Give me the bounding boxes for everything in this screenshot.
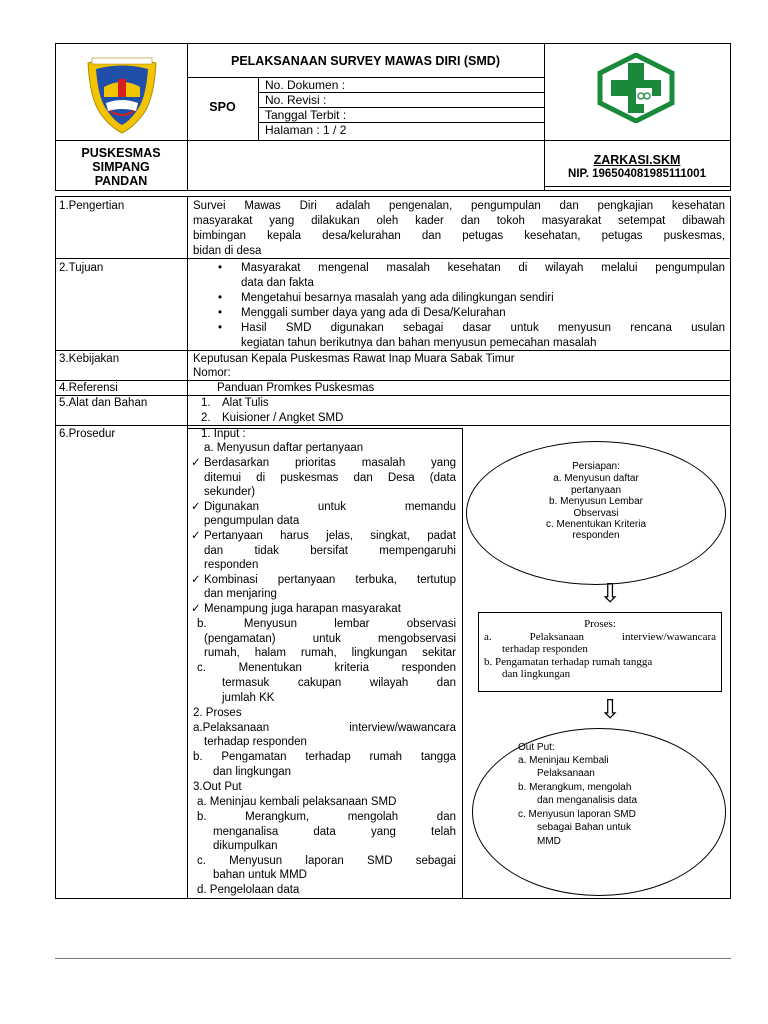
prosedur-line: jumlah KK	[222, 692, 275, 704]
checkmark-icon: ✓	[191, 530, 201, 542]
alat-item-2: Kuisioner / Angket SMD	[222, 412, 344, 424]
prosedur-check-item-3: ✓ Pertanyaan harus jelas, singkat, padat	[191, 530, 456, 542]
referensi-label: 4.Referensi	[59, 382, 118, 394]
flow-down-arrow-icon: ⇩	[599, 579, 621, 609]
prosedur-line: sekunder)	[204, 486, 256, 498]
tujuan-bullet-2: •	[218, 292, 223, 304]
prosedur-line: menganalisa data yang telah	[213, 826, 456, 838]
procedure-text-right	[462, 428, 463, 898]
kebijakan-line-2: Nomor:	[193, 367, 231, 379]
prosedur-label: 6.Prosedur	[59, 428, 116, 440]
row-divider-3	[55, 380, 731, 381]
flow-output-item: Pelaksanaan	[537, 768, 595, 779]
regional-emblem-logo	[82, 53, 162, 135]
prosedur-line: a. Meninjau kembali pelaksanaan SMD	[197, 796, 397, 808]
prosedur-line: terhadap responden	[204, 736, 307, 748]
row-divider-4	[55, 395, 731, 396]
flow-proses-item: terhadap responden	[502, 643, 588, 655]
header-top-border	[55, 43, 731, 44]
prosedur-line: dikumpulkan	[213, 840, 278, 852]
flow-persiapan-item: Observasi	[573, 508, 619, 519]
spo-divider	[258, 77, 259, 140]
tujuan-item-3: Menggali sumber daya yang ada di Desa/Kelurahan	[241, 307, 506, 319]
checkmark-icon: ✓	[191, 457, 201, 469]
checkmark-icon: ✓	[191, 574, 201, 586]
tujuan-item-1a: Masyarakat mengenal masalah kesehatan di wilayah melalui pengumpulan	[241, 262, 725, 274]
prosedur-line: a. Menyusun daftar pertanyaan	[204, 442, 364, 454]
flow-output-item: b. Merangkum, mengolah	[518, 782, 632, 793]
prosedur-line: bahan untuk MMD	[213, 869, 307, 881]
prosedur-proses-heading: 2. Proses	[193, 707, 242, 719]
prosedur-input-heading: 1. Input :	[201, 428, 246, 440]
flow-down-arrow-icon: ⇩	[599, 695, 621, 725]
row-divider-1	[55, 258, 731, 259]
prosedur-line: c. Menentukan kriteria responden	[197, 662, 456, 674]
tujuan-bullet-3: •	[218, 307, 223, 319]
org-name-line-2: SIMPANG	[92, 160, 150, 174]
signer-name: ZARKASI.SKM	[593, 153, 681, 167]
prosedur-line: (pengamatan) untuk mengobservasi	[204, 633, 456, 645]
signer-underline	[544, 186, 730, 187]
body-bottom-border	[55, 898, 731, 899]
alat-number-1: 1.	[201, 397, 211, 409]
prosedur-line: ditemui di puskesmas dan Desa (data	[204, 472, 456, 484]
signer-nip: NIP. 196504081985111001	[568, 168, 706, 180]
tujuan-bullet-1: •	[218, 262, 223, 274]
prosedur-check-item-2: ✓ Digunakan untuk memandu	[191, 501, 456, 513]
tujuan-item-4a: Hasil SMD digunakan sebagai dasar untuk menyusun rencana usulan	[241, 322, 725, 334]
header-right-border	[730, 43, 731, 190]
header-mid-border	[55, 140, 731, 141]
flow-persiapan-item: b. Menyusun Lembar	[549, 496, 643, 507]
flow-persiapan-item: pertanyaan	[570, 485, 622, 496]
kebijakan-line-1: Keputusan Kepala Puskesmas Rawat Inap Muara Sabak Timur	[193, 353, 515, 365]
body-left-border	[55, 196, 56, 898]
flow-output-item: c. Menyusun laporan SMD	[518, 809, 636, 820]
prosedur-check-item-1: ✓ Berdasarkan prioritas masalah yang	[191, 457, 456, 469]
health-cross-logo	[596, 53, 676, 123]
prosedur-line: b. Pengamatan terhadap rumah tangga	[193, 751, 456, 763]
alat-label: 5.Alat dan Bahan	[59, 397, 148, 409]
spo-label: SPO	[209, 100, 236, 114]
publish-date-field: Tanggal Terbit :	[265, 108, 347, 122]
prosedur-output-heading: 3.Out Put	[193, 781, 242, 793]
document-title: PELAKSANAAN SURVEY MAWAS DIRI (SMD)	[230, 54, 500, 68]
flow-proses-item: dan lingkungan	[502, 668, 571, 680]
pengertian-line-1: Survei Mawas Diri adalah pengenalan, pengumpulan dan pengkajian kesehatan	[193, 200, 725, 212]
prosedur-check-item-5: ✓ Menampung juga harapan masyarakat	[191, 603, 401, 615]
flow-output-item: a. Meninjau Kembali	[518, 755, 609, 766]
body-top-border	[55, 196, 731, 197]
prosedur-line: pengumpulan data	[204, 515, 300, 527]
row-divider-5	[55, 425, 731, 426]
alat-number-2: 2.	[201, 412, 211, 424]
flow-persiapan-title: Persiapan:	[572, 461, 620, 472]
flow-persiapan-item: responden	[572, 530, 620, 541]
revision-field: No. Revisi :	[265, 93, 327, 107]
prosedur-line: dan menjaring	[204, 588, 277, 600]
flow-output-item: sebagai Bahan untuk	[537, 822, 631, 833]
tujuan-item-4b: kegiatan tahun berikutnya dan bahan menyusun pemecahan masalah	[241, 337, 597, 349]
prosedur-line: b. Merangkum, mengolah dan	[197, 811, 456, 823]
prosedur-line: rumah, halam rumah, lingkungan sekitar	[204, 647, 456, 659]
prosedur-line: b. Menyusun lembar observasi	[197, 618, 456, 630]
prosedur-line: dan tidak bersifat mempengaruhi	[204, 545, 456, 557]
checkmark-icon: ✓	[191, 603, 201, 615]
prosedur-line: a.Pelaksanaan interview/wawancara	[193, 722, 456, 734]
tujuan-item-1b: data dan fakta	[241, 277, 314, 289]
prosedur-line: d. Pengelolaan data	[197, 884, 300, 896]
body-col-divider	[187, 196, 188, 898]
alat-item-1: Alat Tulis	[222, 397, 269, 409]
flow-proses-item: a. Pelaksanaan interview/wawancara	[484, 631, 716, 643]
org-name-line-1: PUSKESMAS	[81, 146, 161, 160]
body-right-border	[730, 196, 731, 898]
page-field: Halaman : 1 / 2	[265, 123, 347, 137]
tujuan-bullet-4: •	[218, 322, 223, 334]
flow-persiapan-item: c. Menentukan Kriteria	[545, 519, 647, 530]
referensi-text: Panduan Promkes Puskesmas	[217, 382, 375, 394]
kebijakan-label: 3.Kebijakan	[59, 353, 120, 365]
prosedur-check-item-4: ✓ Kombinasi pertanyaan terbuka, tertutup	[191, 574, 456, 586]
prosedur-line: responden	[204, 559, 259, 571]
page-footer-rule	[55, 958, 731, 959]
flow-output-item: dan menganalisis data	[537, 795, 638, 806]
tujuan-item-2: Mengetahui besarnya masalah yang ada dilingkungan sendiri	[241, 292, 554, 304]
doc-number-field: No. Dokumen :	[265, 78, 346, 92]
prosedur-line: c. Menyusun laporan SMD sebagai	[197, 855, 456, 867]
pengertian-line-3: bimbingan kepala desa/kelurahan dan petugas kesehatan, petugas puskesmas,	[193, 230, 725, 242]
tujuan-label: 2.Tujuan	[59, 262, 104, 274]
checkmark-icon: ✓	[191, 501, 201, 513]
flow-output-item: MMD	[537, 836, 561, 847]
header-bottom-border	[55, 190, 731, 191]
prosedur-line: termasuk cakupan wilayah dan	[222, 677, 456, 689]
pengertian-line-4: bidan di desa	[193, 245, 262, 257]
pengertian-line-2: masyarakat yang dilakukan oleh kader dan tokoh masyarakat setempat dibawah	[193, 215, 725, 227]
flow-proses-item: b. Pengamatan terhadap rumah tangga	[484, 656, 653, 668]
prosedur-line: dan lingkungan	[213, 766, 292, 778]
title-underline	[187, 77, 544, 78]
flow-proses-title: Proses:	[584, 618, 616, 630]
pengertian-label: 1.Pengertian	[59, 200, 125, 212]
flow-persiapan-item: a. Menyusun daftar	[553, 473, 639, 484]
org-name-line-3: PANDAN	[94, 174, 148, 188]
flow-output-title: Out Put:	[518, 742, 555, 753]
